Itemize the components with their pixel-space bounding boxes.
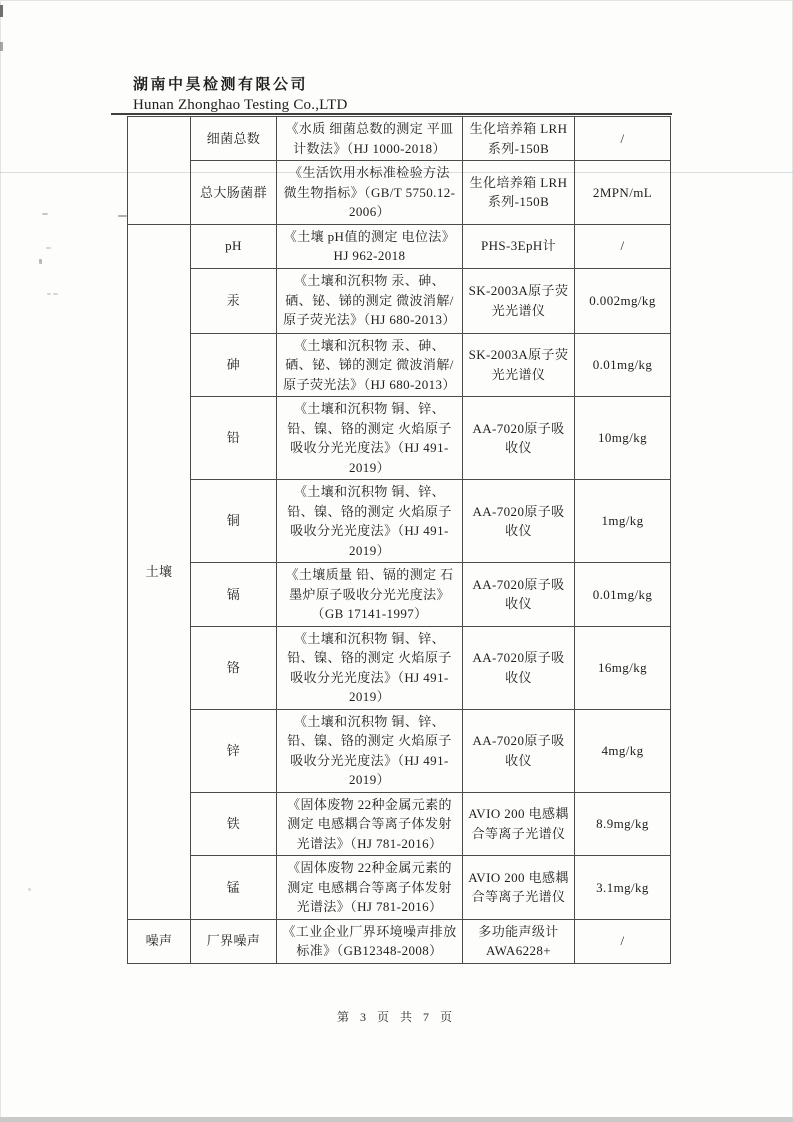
instrument-cell: AA-7020原子吸收仪 <box>463 563 575 627</box>
method-cell: 《土壤和沉积物 汞、砷、硒、铋、锑的测定 微波消解/原子荧光法》（HJ 680-2013） <box>277 268 463 333</box>
scan-edge-mark <box>0 5 3 17</box>
test-methods-table <box>127 116 671 964</box>
limit-cell: 0.01mg/kg <box>575 333 671 397</box>
instrument-cell: 多功能声级计 AWA6228+ <box>463 919 575 963</box>
instrument-cell: SK-2003A原子荧光光谱仪 <box>463 333 575 397</box>
instrument-cell: AA-7020原子吸收仪 <box>463 626 575 709</box>
method-cell: 《土壤和沉积物 铜、锌、铅、镍、铬的测定 火焰原子吸收分光光度法》（HJ 491-2019） <box>277 709 463 792</box>
instrument-cell: 生化培养箱 LRH系列-150B <box>463 117 575 161</box>
item-cell: 锰 <box>191 856 277 920</box>
scan-bottom-edge <box>0 1117 793 1122</box>
item-cell: 镉 <box>191 563 277 627</box>
table-row <box>128 626 671 709</box>
instrument-cell: AA-7020原子吸收仪 <box>463 480 575 563</box>
limit-cell: / <box>575 117 671 161</box>
category-cell <box>128 117 191 225</box>
method-cell: 《固体废物 22种金属元素的测定 电感耦合等离子体发射光谱法》（HJ 781-2016） <box>277 856 463 920</box>
method-cell: 《土壤和沉积物 铜、锌、铅、镍、铬的测定 火焰原子吸收分光光度法》（HJ 491-2019） <box>277 397 463 480</box>
category-cell: 噪声 <box>128 919 191 963</box>
method-cell: 《土壤 pH值的测定 电位法》HJ 962-2018 <box>277 224 463 268</box>
item-cell: 铜 <box>191 480 277 563</box>
item-cell: 铬 <box>191 626 277 709</box>
instrument-cell: SK-2003A原子荧光光谱仪 <box>463 268 575 333</box>
table-row <box>128 919 671 963</box>
limit-cell: / <box>575 919 671 963</box>
instrument-cell: 生化培养箱 LRH系列-150B <box>463 161 575 225</box>
table-row <box>128 224 671 268</box>
category-cell: 土壤 <box>128 224 191 919</box>
limit-cell: 1mg/kg <box>575 480 671 563</box>
scan-speck <box>46 247 51 249</box>
table-row <box>128 856 671 920</box>
item-cell: 铅 <box>191 397 277 480</box>
item-cell: 砷 <box>191 333 277 397</box>
company-name-en: Hunan Zhonghao Testing Co.,LTD <box>133 96 348 113</box>
scan-edge-mark <box>0 42 3 51</box>
table-row <box>128 333 671 397</box>
page-number: 第 3 页 共 7 页 <box>336 1010 456 1024</box>
scan-speck <box>28 888 31 891</box>
company-name-cn: 湖南中昊检测有限公司 <box>133 77 309 93</box>
instrument-cell: AA-7020原子吸收仪 <box>463 709 575 792</box>
method-cell: 《工业企业厂界环境噪声排放标准》（GB12348-2008） <box>277 919 463 963</box>
scan-speck <box>42 213 48 215</box>
limit-cell: 3.1mg/kg <box>575 856 671 920</box>
limit-cell: 0.01mg/kg <box>575 563 671 627</box>
limit-cell: 4mg/kg <box>575 709 671 792</box>
instrument-cell: AVIO 200 电感耦合等离子光谱仪 <box>463 856 575 920</box>
limit-cell: 16mg/kg <box>575 626 671 709</box>
item-cell: 厂界噪声 <box>191 919 277 963</box>
table-row <box>128 792 671 856</box>
table-row <box>128 480 671 563</box>
item-cell: 总大肠菌群 <box>191 161 277 225</box>
table-row <box>128 709 671 792</box>
scan-speck <box>53 293 58 295</box>
table-row <box>128 397 671 480</box>
table-row <box>128 268 671 333</box>
limit-cell: 8.9mg/kg <box>575 792 671 856</box>
method-cell: 《固体废物 22种金属元素的测定 电感耦合等离子体发射光谱法》（HJ 781-2016） <box>277 792 463 856</box>
scan-speck <box>39 259 42 264</box>
item-cell: 铁 <box>191 792 277 856</box>
limit-cell: / <box>575 224 671 268</box>
method-cell: 《土壤和沉积物 汞、砷、硒、铋、锑的测定 微波消解/原子荧光法》（HJ 680-2013） <box>277 333 463 397</box>
item-cell: 细菌总数 <box>191 117 277 161</box>
table-row <box>128 161 671 225</box>
instrument-cell: AA-7020原子吸收仪 <box>463 397 575 480</box>
limit-cell: 10mg/kg <box>575 397 671 480</box>
header-underline <box>111 113 672 115</box>
method-cell: 《生活饮用水标准检验方法 微生物指标》（GB/T 5750.12-2006） <box>277 161 463 225</box>
scan-speck <box>47 293 51 295</box>
method-cell: 《水质 细菌总数的测定 平皿计数法》（HJ 1000-2018） <box>277 117 463 161</box>
table-row <box>128 563 671 627</box>
limit-cell: 2MPN/mL <box>575 161 671 225</box>
report-header <box>133 76 348 115</box>
item-cell: 汞 <box>191 268 277 333</box>
item-cell: 锌 <box>191 709 277 792</box>
method-cell: 《土壤和沉积物 铜、锌、铅、镍、铬的测定 火焰原子吸收分光光度法》（HJ 491-2019） <box>277 626 463 709</box>
limit-cell: 0.002mg/kg <box>575 268 671 333</box>
instrument-cell: AVIO 200 电感耦合等离子光谱仪 <box>463 792 575 856</box>
method-cell: 《土壤质量 铅、镉的测定 石墨炉原子吸收分光光度法》（GB 17141-1997） <box>277 563 463 627</box>
method-cell: 《土壤和沉积物 铜、锌、铅、镍、铬的测定 火焰原子吸收分光光度法》（HJ 491-2019） <box>277 480 463 563</box>
table-row <box>128 117 671 161</box>
instrument-cell: PHS-3EpH计 <box>463 224 575 268</box>
scan-speck <box>118 215 127 217</box>
item-cell: pH <box>191 224 277 268</box>
